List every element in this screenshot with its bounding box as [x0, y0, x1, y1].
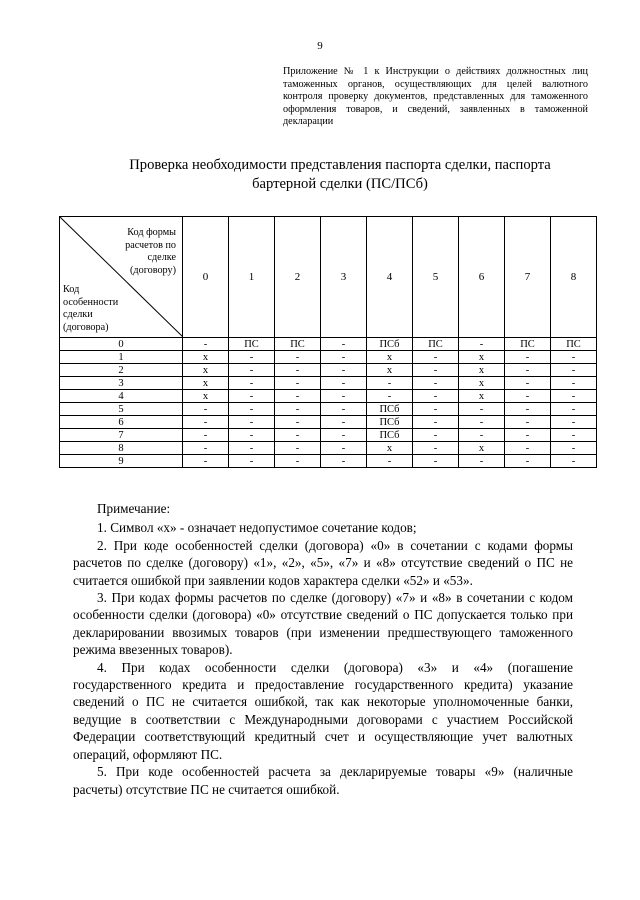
- table-cell: -: [321, 390, 367, 403]
- table-cell: -: [551, 442, 597, 455]
- table-cell: -: [275, 351, 321, 364]
- table-cell: -: [229, 351, 275, 364]
- table-cell: -: [413, 455, 459, 468]
- table-cell: -: [275, 377, 321, 390]
- table-cell: -: [551, 364, 597, 377]
- table-cell: -: [459, 338, 505, 351]
- note-item: 4. При кодах особенности сделки (договора) «3» и «4» (погашение государственного кредита и предоставление государственного кредита) указание сведений о ПС не считается ошибкой, так как некоторые уполномоченные банки, ведущие в соответствии с Международными договорами с участием Российской Федерации соответствующий кредитный счет и осуществляющие учет валютных операций, оформляют ПС.: [73, 659, 573, 762]
- table-cell: -: [505, 364, 551, 377]
- table-cell: x: [367, 364, 413, 377]
- table-cell: -: [459, 416, 505, 429]
- row-code-cell: 6: [60, 416, 183, 429]
- table-cell: -: [275, 403, 321, 416]
- table-cell: -: [275, 455, 321, 468]
- table-row: [60, 403, 597, 416]
- table-cell: -: [321, 338, 367, 351]
- column-header: 3: [321, 217, 367, 338]
- row-code-cell: 8: [60, 442, 183, 455]
- table-cell: -: [551, 429, 597, 442]
- table-cell: -: [321, 351, 367, 364]
- table-cell: -: [505, 390, 551, 403]
- row-code-cell: 2: [60, 364, 183, 377]
- note-item: 3. При кодах формы расчетов по сделке (договору) «7» и «8» в сочетании с кодом особенности сделки (договора) «0» отсутствие сведений о ПС допускается только при декларировании ввозимых товаров (при изменении предшествующего таможенного режима ввезенных товаров).: [73, 590, 573, 658]
- table-cell: ПСб: [367, 403, 413, 416]
- column-header: 8: [551, 217, 597, 338]
- table-cell: -: [275, 442, 321, 455]
- table-cell: -: [229, 416, 275, 429]
- column-header: 2: [275, 217, 321, 338]
- table-cell: -: [183, 403, 229, 416]
- table-cell: x: [459, 364, 505, 377]
- row-code-cell: 5: [60, 403, 183, 416]
- row-code-cell: 3: [60, 377, 183, 390]
- table-cell: x: [459, 377, 505, 390]
- note-item: 2. При коде особенностей сделки (договора) «0» в сочетании с кодами формы расчетов по сделке (договору) «1», «2», «5», «7» и «8» отсутствие сведений о ПС не считается ошибкой при заявлении кодов характера сделки «52» и «53».: [73, 537, 573, 588]
- table-cell: -: [183, 455, 229, 468]
- table-cell: -: [413, 364, 459, 377]
- row-code-cell: 4: [60, 390, 183, 403]
- table-cell: x: [459, 442, 505, 455]
- table-cell: x: [183, 351, 229, 364]
- table-cell: -: [551, 403, 597, 416]
- table-cell: -: [229, 377, 275, 390]
- table-cell: -: [367, 455, 413, 468]
- row-code-cell: 0: [60, 338, 183, 351]
- table-cell: -: [413, 377, 459, 390]
- table-cell: -: [413, 442, 459, 455]
- table-cell: -: [183, 338, 229, 351]
- corner-bottom-label: Код особенности сделки (договора): [63, 284, 119, 333]
- table-cell: ПС: [505, 338, 551, 351]
- table-cell: -: [321, 364, 367, 377]
- table-cell: -: [505, 429, 551, 442]
- table-row: [60, 351, 597, 364]
- table-cell: -: [183, 429, 229, 442]
- table-cell: -: [229, 455, 275, 468]
- table-cell: ПС: [229, 338, 275, 351]
- table-cell: -: [505, 455, 551, 468]
- table-row: [60, 429, 597, 442]
- table-row: [60, 338, 597, 351]
- table-cell: -: [229, 403, 275, 416]
- table-cell: -: [551, 416, 597, 429]
- table-cell: -: [183, 442, 229, 455]
- table-cell: ПС: [413, 338, 459, 351]
- table-cell: -: [413, 429, 459, 442]
- table-cell: -: [321, 455, 367, 468]
- table-header-row: [60, 217, 597, 338]
- title-line-2: бартерной сделки (ПС/ПСб): [252, 176, 428, 192]
- table-row: [60, 455, 597, 468]
- table-cell: -: [275, 416, 321, 429]
- table-cell: -: [321, 377, 367, 390]
- table-cell: -: [321, 442, 367, 455]
- table-row: [60, 416, 597, 429]
- table-cell: -: [505, 442, 551, 455]
- table-cell: x: [367, 442, 413, 455]
- row-code-cell: 9: [60, 455, 183, 468]
- table-cell: -: [321, 429, 367, 442]
- table-cell: ПС: [275, 338, 321, 351]
- table-row: [60, 442, 597, 455]
- table-cell: -: [459, 429, 505, 442]
- column-header: 5: [413, 217, 459, 338]
- row-code-cell: 7: [60, 429, 183, 442]
- table-cell: x: [459, 351, 505, 364]
- column-header: 4: [367, 217, 413, 338]
- table-cell: -: [367, 390, 413, 403]
- document-title: [90, 156, 590, 194]
- table-cell: -: [551, 455, 597, 468]
- column-header: 6: [459, 217, 505, 338]
- table-cell: -: [321, 416, 367, 429]
- table-cell: -: [505, 416, 551, 429]
- notes-heading: Примечание:: [97, 501, 171, 516]
- table-cell: -: [459, 403, 505, 416]
- codes-table: [59, 216, 597, 468]
- column-header: 7: [505, 217, 551, 338]
- table-cell: -: [413, 351, 459, 364]
- table-cell: -: [505, 377, 551, 390]
- table-cell: -: [413, 390, 459, 403]
- column-header: 1: [229, 217, 275, 338]
- table-cell: x: [367, 351, 413, 364]
- column-header: 0: [183, 217, 229, 338]
- corner-top-label: Код формы расчетов по сделке (договору): [125, 227, 176, 276]
- row-code-cell: 1: [60, 351, 183, 364]
- table-row: [60, 377, 597, 390]
- page-number: 9: [317, 40, 323, 52]
- table-cell: x: [183, 390, 229, 403]
- table-cell: ПСб: [367, 416, 413, 429]
- table-cell: -: [183, 416, 229, 429]
- table-cell: -: [413, 416, 459, 429]
- table-cell: -: [321, 403, 367, 416]
- table-cell: -: [551, 351, 597, 364]
- table-body: [60, 338, 597, 468]
- table-row: [60, 364, 597, 377]
- appendix-reference: Приложение № 1 к Инструкции о действиях должностных лиц таможенных органов, осуществляющих для целей валютного контроля проверку документов, представленных для таможенного оформления товаров, и сведений, заявленных в таможенной декларации: [283, 66, 588, 128]
- table-cell: -: [229, 442, 275, 455]
- table-cell: -: [551, 390, 597, 403]
- table-corner-cell: [60, 217, 183, 338]
- notes-section: [73, 500, 597, 798]
- table-cell: ПСб: [367, 429, 413, 442]
- table-cell: -: [459, 455, 505, 468]
- table-cell: x: [183, 377, 229, 390]
- table-cell: -: [229, 429, 275, 442]
- table-cell: -: [367, 377, 413, 390]
- table-cell: ПСб: [367, 338, 413, 351]
- note-item: 5. При коде особенностей расчета за декларируемые товары «9» (наличные расчеты) отсутствие ПС не считается ошибкой.: [73, 764, 573, 797]
- table-cell: -: [551, 377, 597, 390]
- table-cell: -: [275, 390, 321, 403]
- table-row: [60, 390, 597, 403]
- note-item: 1. Символ «х» - означает недопустимое сочетание кодов;: [97, 520, 417, 536]
- table-cell: -: [229, 390, 275, 403]
- table-cell: -: [275, 364, 321, 377]
- table-cell: -: [505, 351, 551, 364]
- table-cell: -: [229, 364, 275, 377]
- table-cell: -: [505, 403, 551, 416]
- table-cell: x: [459, 390, 505, 403]
- table-cell: x: [183, 364, 229, 377]
- title-line-1: Проверка необходимости представления паспорта сделки, паспорта: [129, 157, 551, 173]
- table-cell: ПС: [551, 338, 597, 351]
- table-cell: -: [413, 403, 459, 416]
- table-cell: -: [275, 429, 321, 442]
